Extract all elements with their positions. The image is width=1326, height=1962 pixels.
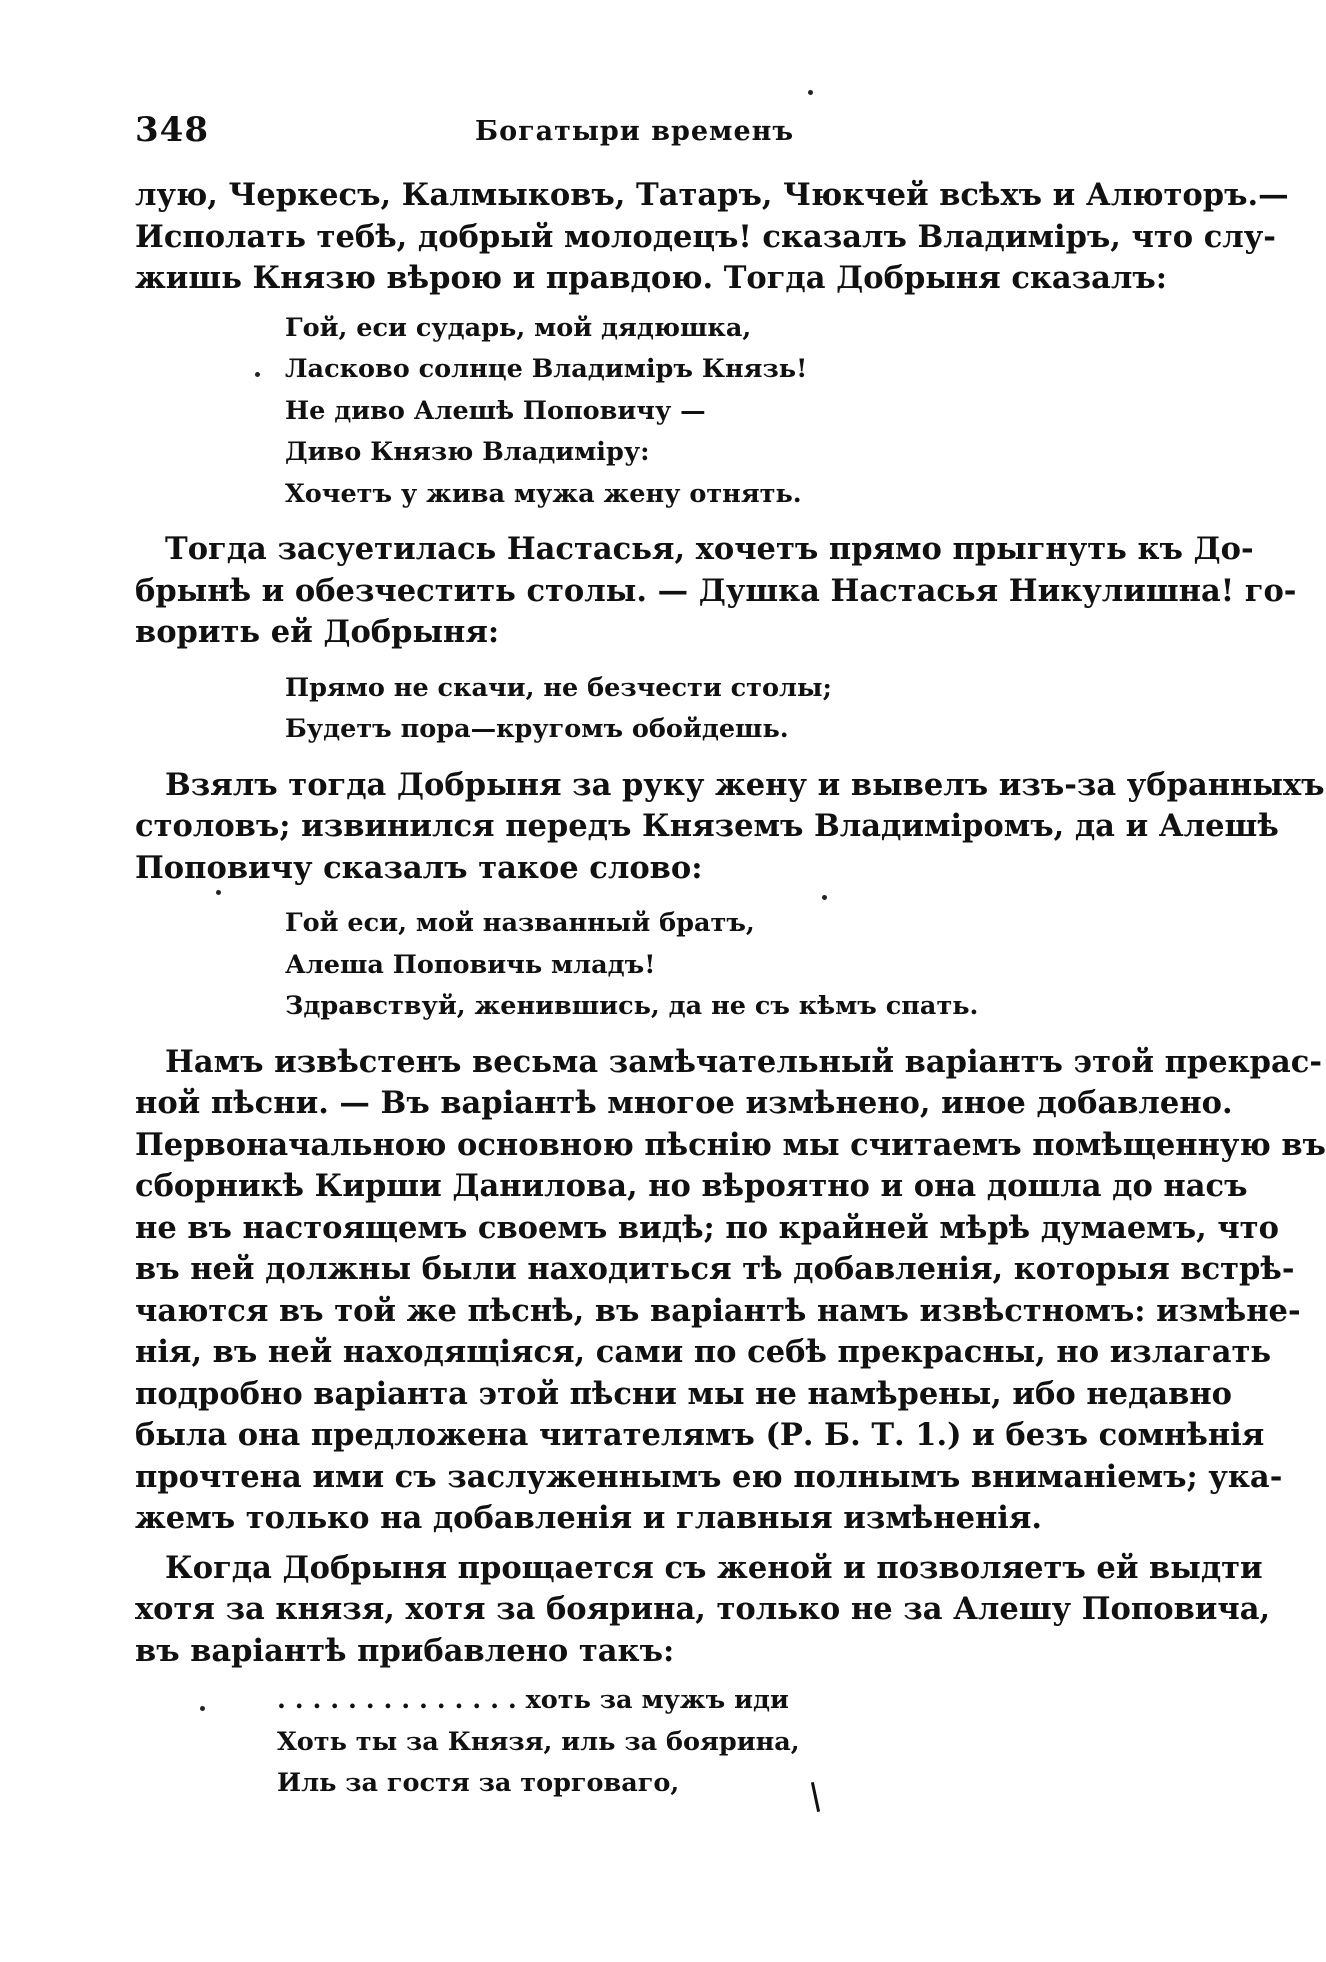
verse-line: Иль за гостя за торговаго, (277, 1768, 680, 1798)
text-line: жишь Князю вѣрою и правдою. Тогда Добрыня сказалъ: (135, 260, 1168, 296)
text-line: ной пѣсни. — Въ варіантѣ многое измѣнено, иное добавлено. (135, 1085, 1233, 1121)
verse-block-3 (135, 903, 1085, 1028)
text-line: Тогда засуетилась Настасья, хочетъ прямо прыгнуть къ До- (165, 531, 1254, 567)
verse-line: Алеша Поповичь младъ! (285, 949, 656, 980)
verse-line: Хоть ты за Князя, иль за боярина, (277, 1726, 800, 1757)
verse-line: Будетъ пора—кругомъ обойдешь. (285, 714, 789, 744)
verse-block-4 (135, 1680, 1085, 1805)
verse-line: Хочетъ у жива мужа жену отнять. (285, 478, 802, 509)
paragraph-5 (135, 1548, 1271, 1673)
text-line: Намъ извѣстенъ весьма замѣчательный варіантъ этой прекрас- (165, 1043, 1322, 1080)
text-line: Поповичу сказалъ такое слово: (135, 849, 703, 886)
page-number: 348 (135, 110, 209, 150)
text-line: прочтена ими съ заслуженнымъ ею полнымъ вниманіемъ; ука- (135, 1458, 1283, 1495)
verse-line: . . . . . . . . . . . . . . хоть за мужъ иди (277, 1685, 789, 1715)
text-line: подробно варіанта этой пѣсни мы не намѣрены, ибо недавно (135, 1375, 1233, 1412)
text-line: брынѣ и обезчестить столы. — Душка Настасья Никулишна! го- (135, 572, 1297, 609)
verse-block-1 (135, 308, 1085, 516)
text-line: Когда Добрыня прощается съ женой и позволяетъ ей выдти (165, 1549, 1263, 1586)
running-title: Богатыри временъ (475, 116, 795, 147)
text-line: въ ней должны были находиться тѣ добавленія, которыя встрѣ- (135, 1251, 1295, 1287)
text-line: нія, въ ней находящіяся, сами по себѣ прекрасны, но излагать (135, 1334, 1272, 1370)
text-line: столовъ; извинился передъ Княземъ Владиміромъ, да и Алешѣ (135, 808, 1279, 844)
verse-block-2 (135, 668, 1085, 751)
verse-line: Гой еси, мой названный братъ, (285, 908, 755, 938)
text-line: ворить ей Добрыня: (135, 614, 500, 650)
text-line: Первоначальною основною пѣснію мы считаемъ помѣщенную въ (135, 1126, 1326, 1163)
paragraph-3 (135, 765, 1325, 890)
verse-line: Прямо не скачи, не безчести столы; (285, 672, 832, 703)
verse-line: Ласково солнце Владиміръ Князь! (285, 354, 808, 384)
speck-mark (808, 90, 813, 95)
text-line: лую, Черкесъ, Калмыковъ, Татаръ, Чюкчей всѣхъ и Алюторъ.— (135, 177, 1289, 213)
speck-mark (255, 372, 260, 377)
text-line: жемъ только на добавленія и главныя измѣненія. (135, 1500, 1043, 1536)
text-line: хотя за князя, хотя за боярина, только не за Алешу Поповича, (135, 1591, 1271, 1627)
text-line: Взялъ тогда Добрыня за руку жену и вывелъ изъ-за убранныхъ (165, 766, 1325, 803)
text-line: была она предложена читателямъ (Р. Б. Т. 1.) и безъ сомнѣнія (135, 1417, 1265, 1453)
paragraph-4 (135, 1042, 1326, 1540)
verse-line: Не диво Алешѣ Поповичу — (285, 395, 706, 426)
paragraph-2 (135, 529, 1297, 654)
speck-mark (822, 895, 827, 900)
page-header (135, 110, 1085, 160)
verse-line: Здравствуй, женившись, да не съ кѣмъ спать. (285, 991, 979, 1021)
text-line: въ варіантѣ прибавлено такъ: (135, 1632, 675, 1669)
speck-mark (216, 890, 221, 895)
verse-line: Диво Князю Владиміру: (285, 437, 650, 467)
text-line: чаются въ той же пѣснѣ, въ варіантѣ намъ извѣстномъ: измѣне- (135, 1292, 1301, 1329)
verse-line: Гой, еси сударь, мой дядюшка, (285, 312, 752, 343)
paragraph-1 (135, 175, 1289, 300)
text-line: сборникѣ Кирши Данилова, но вѣроятно и она дошла до насъ (135, 1168, 1248, 1204)
page-body (135, 175, 1326, 1805)
text-line: не въ настоящемъ своемъ видѣ; по крайней мѣрѣ думаемъ, что (135, 1209, 1279, 1246)
speck-mark (200, 1706, 205, 1711)
text-line: Исполать тебѣ, добрый молодецъ! сказалъ Владиміръ, что слу- (135, 218, 1276, 255)
